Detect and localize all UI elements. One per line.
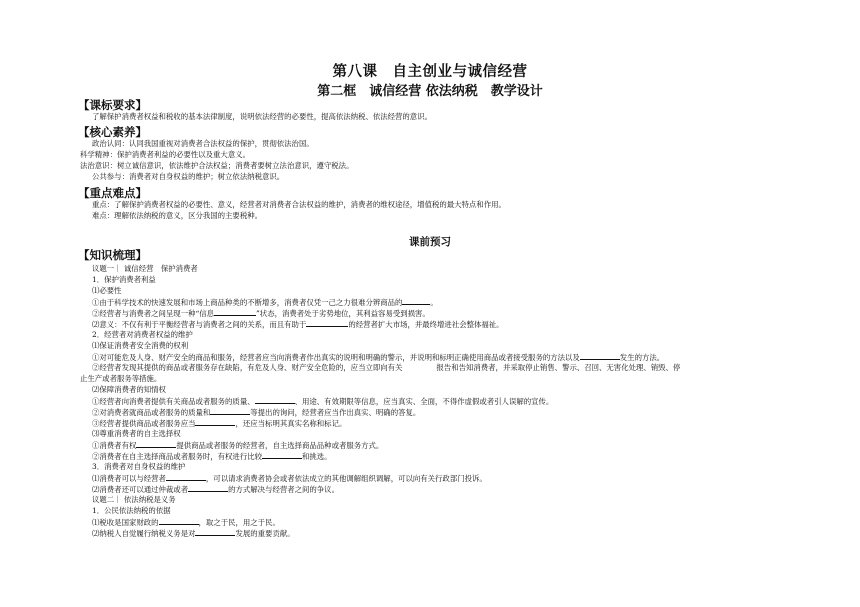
lesson-title: 第八课 自主创业与诚信经营 xyxy=(332,64,528,80)
section-subtitle: 第二框 诚信经营 依法纳税 教学设计 xyxy=(317,84,543,99)
body-line: ①对可能危及人身、财产安全的商品和服务，经营者应当向消费者作出真实的说明和明确的警示，并说明和标明正确使用商品或者接受服务的方法以及 发生的方法。 xyxy=(92,353,665,362)
fill-blank[interactable] xyxy=(262,451,302,459)
hexin-line: 法治意识：树立诚信意识，依法维护合法权益；消费者要树立法治意识，遵守税法。 xyxy=(80,161,354,170)
preview-heading: 课前预习 xyxy=(409,236,451,248)
body-line: ⑴税收是国家财政的 ，取之于民，用之于民。 xyxy=(92,518,280,527)
body-line: ⑵保障消费者的知情权 xyxy=(92,385,166,394)
body-line: ⑵消费者还可以通过仲裁或者 的方式解决与经营者之间的争议。 xyxy=(92,485,339,494)
body-line: ②消费者在自主选择商品或者服务时，有权进行比较 和挑选。 xyxy=(92,452,332,461)
body-line: ①消费者有权 提供商品或者服务的经营者，自主选择商品品种或者服务方式。 xyxy=(92,441,384,450)
body-line: ②经营者与消费者之间呈现一种“信息 ”状态，消费者处于劣势地位，其利益容易受到损害。 xyxy=(92,309,430,318)
fill-blank[interactable] xyxy=(580,352,620,360)
hexin-line: 政治认同：认同我国重视对消费者合法权益的保护，贯彻依法治国。 xyxy=(92,139,314,148)
body-line: ②对消费者就商品或者服务的质量和 等提出的询问，经营者应当作出真实、明确的答复。 xyxy=(92,408,421,417)
fill-blank[interactable] xyxy=(306,319,348,327)
kebiao-text: 了解保护消费者权益和税收的基本法律制度，说明依法经营的必要性，提高依法纳税、依法经营的意识。 xyxy=(92,112,432,121)
body-line: 1．公民依法纳税的依据 xyxy=(92,506,171,515)
heading-hexin: 【核心素养】 xyxy=(78,125,147,139)
topic-line: 议题一｜ 诚信经营 保护消费者 xyxy=(92,264,198,273)
body-line: ⑵纳税人自觉履行纳税义务是对 发展的重要贡献。 xyxy=(92,529,295,538)
body-line: 3．消费者对自身权益的维护 xyxy=(92,462,186,471)
fill-blank[interactable] xyxy=(195,528,235,536)
fill-blank[interactable] xyxy=(214,308,256,316)
body-line: ⑴消费者可以与经营者 ，可以请求消费者协会或者依法成立的其他调解组织调解，可以向有关行政部门投诉。 xyxy=(92,474,487,483)
topic-line: 议题二｜ 依法纳税是义务 xyxy=(92,495,176,504)
zhongdian-line: 重点：了解保护消费者权益的必要性、意义，经营者对消费者合法权益的维护，消费者的维权途径，增值税的最大特点和作用。 xyxy=(92,200,506,209)
hexin-line: 公共参与：消费者对自身权益的维护；树立依法纳税意识。 xyxy=(92,172,285,181)
fill-blank[interactable] xyxy=(210,407,250,415)
body-line: ⑵意义：不仅有利于平衡经营者与消费者之间的关系，而且有助于 的经营者扩大市场，并最终增进社会整体福祉。 xyxy=(92,320,504,329)
fill-blank[interactable] xyxy=(166,473,206,481)
fill-blank[interactable] xyxy=(255,396,295,404)
body-line: ①经营者向消费者提供有关商品或者服务的质量、 、用途、有效期限等信息，应当真实、全面，不得作虚假或者引人误解的宣传。 xyxy=(92,397,554,406)
heading-kebiao: 【课标要求】 xyxy=(78,98,147,112)
body-line: ⑴保证消费者安全消费的权利 xyxy=(92,341,189,350)
body-line: ②经营者发现其提供的商品或者服务存在缺陷，有危及人身、财产安全危险的，应当立即向有关 报告和告知消费者，并采取停止销售、警示、召回、无害化处理、销毁、停 xyxy=(92,363,681,372)
fill-blank[interactable] xyxy=(195,418,235,426)
fill-blank[interactable] xyxy=(402,297,430,305)
body-line: ⑶尊重消费者的自主选择权 xyxy=(92,429,181,438)
body-line: 止生产或者服务等措施。 xyxy=(80,374,162,383)
hexin-line: 科学精神：保护消费者利益的必要性以及重大意义。 xyxy=(80,150,250,159)
zhongdian-line: 难点：理解依法纳税的意义，区分我国的主要税种。 xyxy=(92,211,262,220)
body-line: ①由于科学技术的快速发展和市场上商品种类的不断增多，消费者仅凭一己之力很难分辨商品的 。 xyxy=(92,298,438,307)
body-line: 2．经营者对消费者权益的维护 xyxy=(92,330,193,339)
fill-blank[interactable] xyxy=(159,517,199,525)
body-line: ③经营者提供商品或者服务应当 ，还应当标明其真实名称和标记。 xyxy=(92,419,347,428)
body-line: 1．保护消费者利益 xyxy=(92,275,156,284)
heading-zhongdian: 【重点难点】 xyxy=(78,186,147,200)
heading-zhishi: 【知识梳理】 xyxy=(78,248,147,262)
body-line: ⑴必要性 xyxy=(92,286,122,295)
fill-blank[interactable] xyxy=(188,484,228,492)
fill-blank[interactable] xyxy=(136,440,176,448)
